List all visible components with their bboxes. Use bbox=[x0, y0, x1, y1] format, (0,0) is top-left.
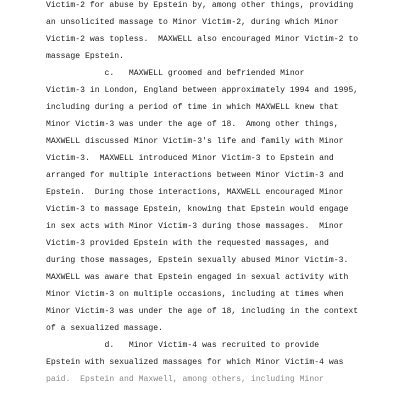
body-line-6: Victim-3 in London, England between approximately 1994 and 1995, bbox=[46, 86, 359, 95]
body-line-14: in sex acts with Minor Victim-3 during those massages. Minor bbox=[46, 222, 344, 231]
body-line-13: Victim-3 to massage Epstein, knowing that Epstein would engage bbox=[46, 205, 349, 214]
body-line-2: an unsolicited massage to Minor Victim-2, during which Minor bbox=[46, 18, 339, 27]
body-line-11: arranged for multiple interactions between Minor Victim-3 and bbox=[46, 171, 344, 180]
body-line-12: Epstein. During those interactions, MAXWELL encouraged Minor bbox=[46, 188, 344, 197]
body-line-1: Victim-2 for abuse by Epstein by, among other things, providing bbox=[46, 1, 354, 10]
body-line-22: Epstein with sexualized massages for which Minor Victim-4 was bbox=[46, 358, 344, 367]
body-line-4: massage Epstein. bbox=[46, 52, 125, 61]
body-line-3: Victim-2 was topless. MAXWELL also encouraged Minor Victim-2 to bbox=[46, 35, 359, 44]
body-line-10: Victim-3. MAXWELL introduced Minor Victim-3 to Epstein and bbox=[46, 154, 334, 163]
body-line-9: MAXWELL discussed Minor Victim-3's life and family with Minor bbox=[46, 137, 344, 146]
body-line-19: Minor Victim-3 was under the age of 18, including in the context bbox=[46, 307, 359, 316]
body-line-20: of a sexualized massage. bbox=[46, 324, 164, 333]
body-line-15: Victim-3 provided Epstein with the requested massages, and bbox=[46, 239, 329, 248]
body-line-8: Minor Victim-3 was under the age of 18. Among other things, bbox=[46, 120, 339, 129]
body-line-16: during those massages, Epstein sexually abused Minor Victim-3. bbox=[46, 256, 349, 265]
body-line-17: MAXWELL was aware that Epstein engaged in sexual activity with bbox=[46, 273, 349, 282]
body-line-18: Minor Victim-3 on multiple occasions, including at times when bbox=[46, 290, 344, 299]
body-line-7: including during a period of time in which MAXWELL knew that bbox=[46, 103, 339, 112]
body-line-21: d. Minor Victim-4 was recruited to provide bbox=[46, 341, 320, 350]
body-line-5: c. MAXWELL groomed and befriended Minor bbox=[46, 69, 305, 78]
body-line-23: paid. Epstein and Maxwell, among others, including Minor bbox=[46, 375, 324, 384]
